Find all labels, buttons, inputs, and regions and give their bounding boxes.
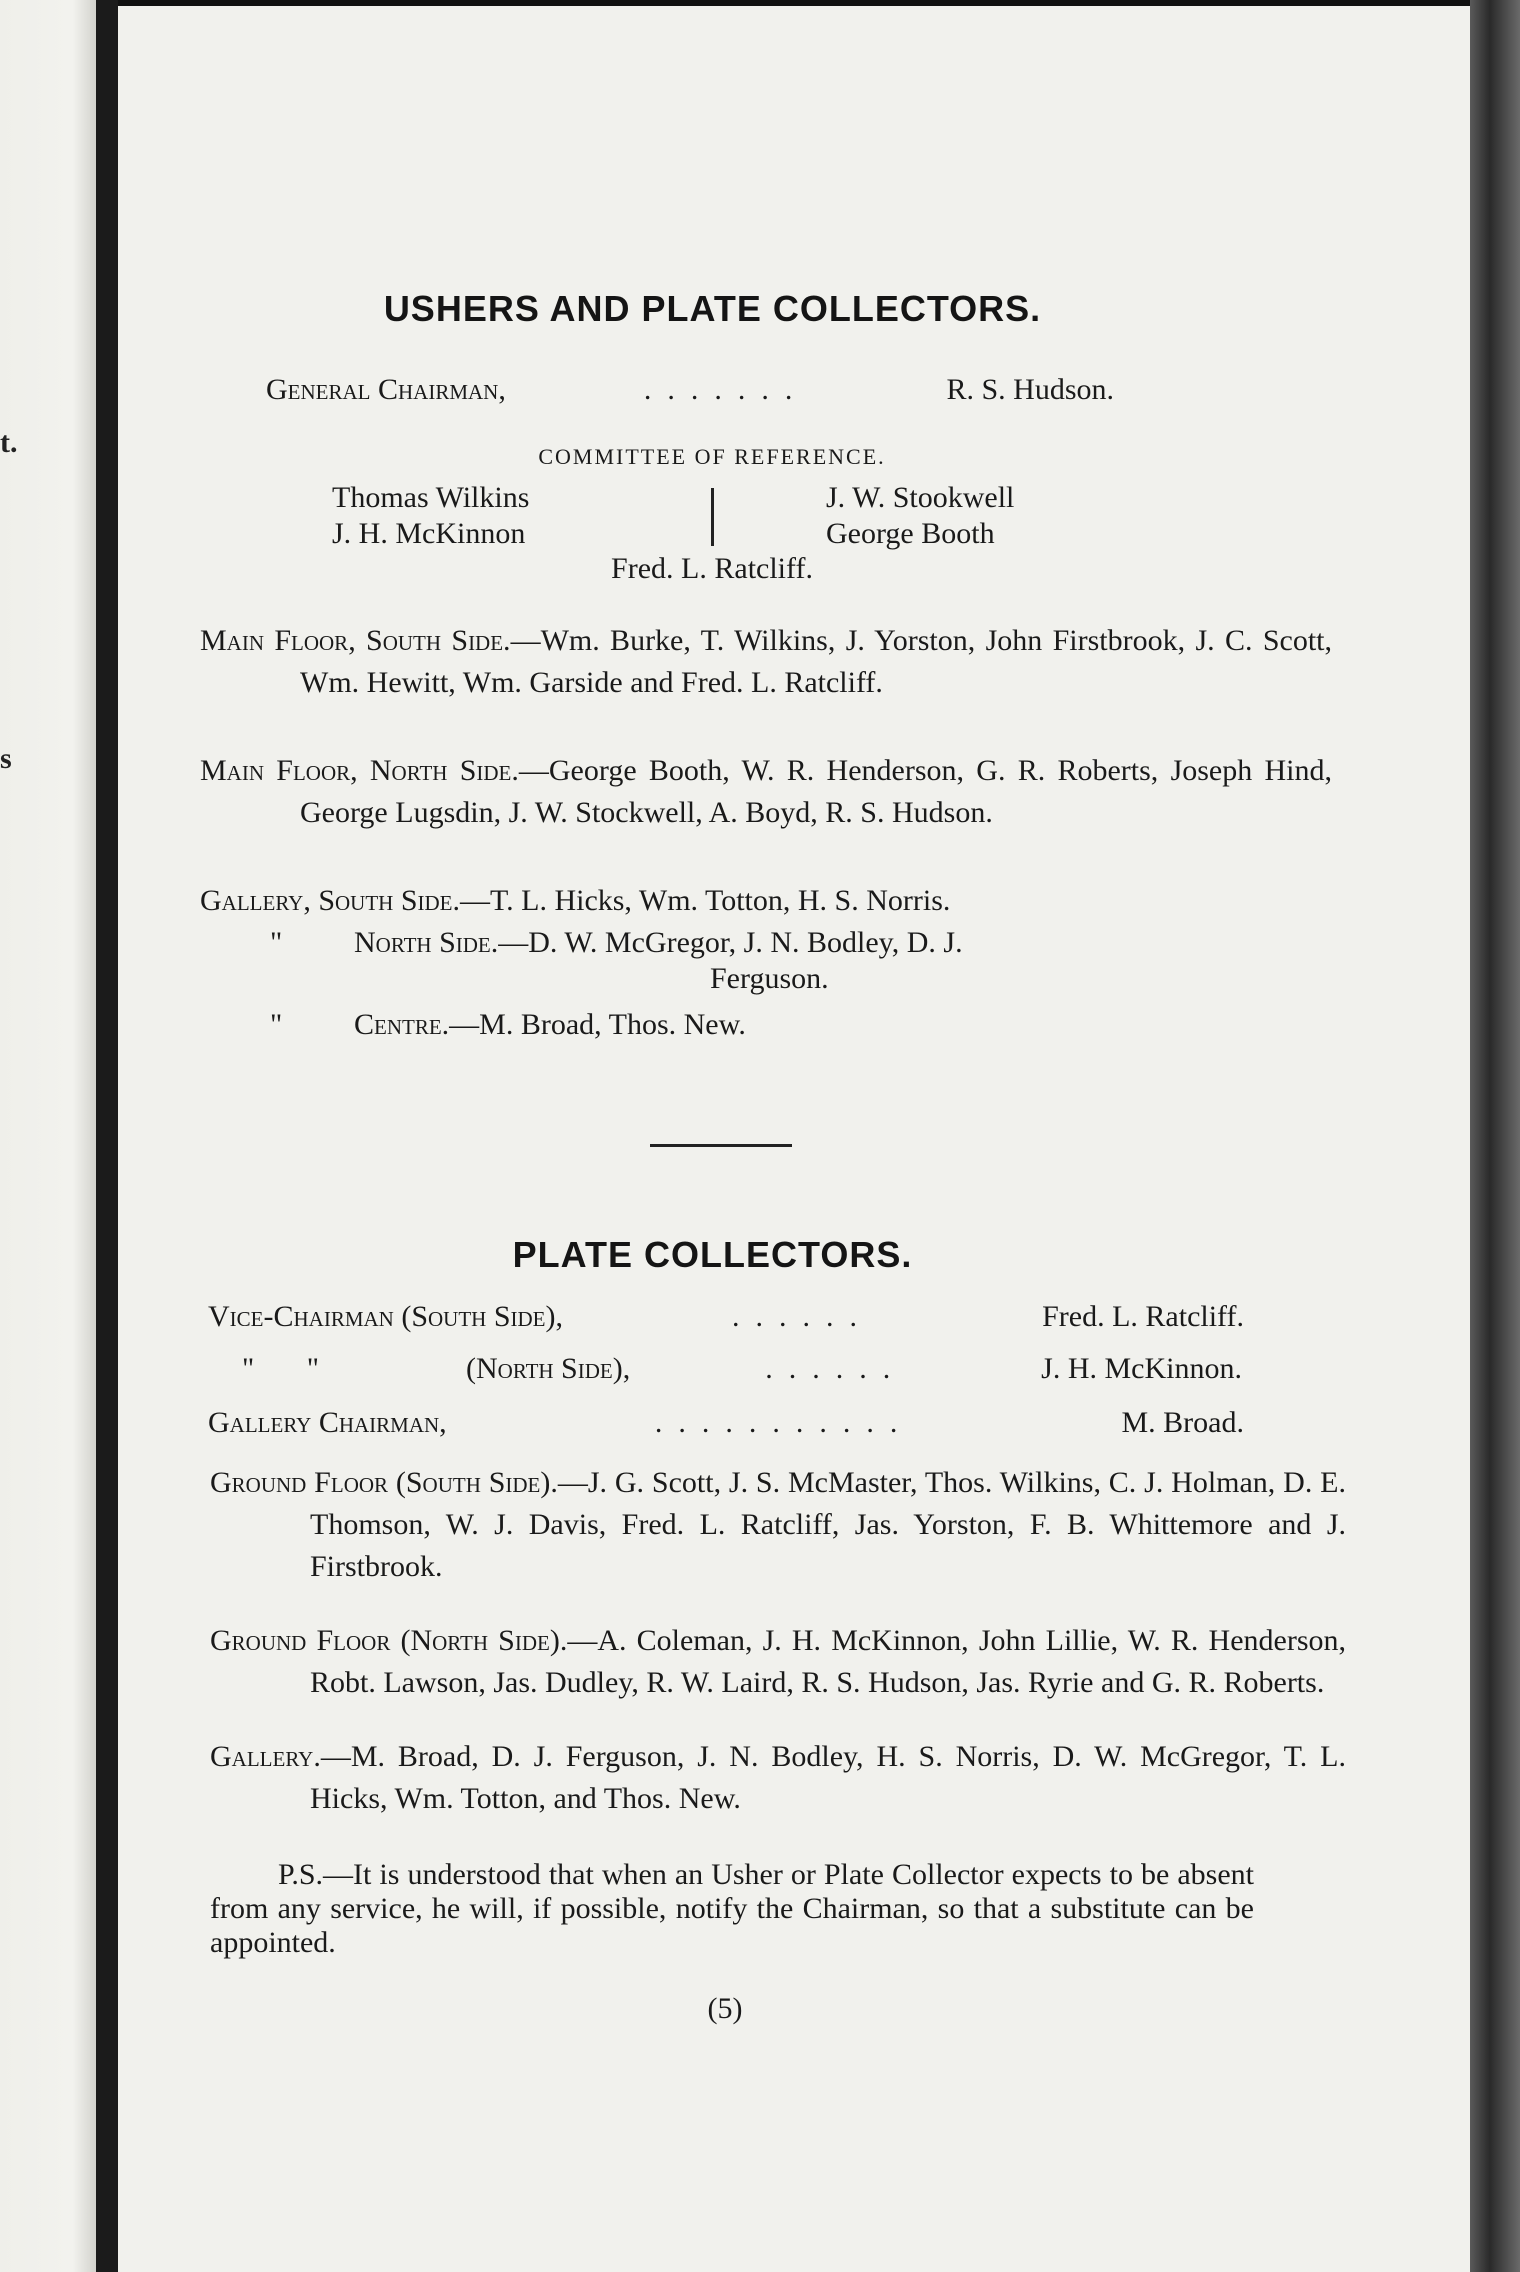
section-label: Ground Floor (North Side). [210,1624,568,1657]
committee-member: Thomas Wilkins [332,481,530,514]
section-label: Main Floor, North Side. [200,754,519,787]
facing-page-fragment: s [0,742,12,775]
names-list: —George Booth, W. R. Henderson, G. R. Roberts, Joseph Hind, George Lugsdin, J. W. Stockwell, A. Boyd, R. S. Hudson. [300,754,1333,829]
postscript-text: —It is understood that when an Usher or Plate Collector expects to be absent from any service, he will, if possible, notify the Chairman, so that a substitute can be appointed. [210,1858,1254,1959]
vice-chairman-south-row [208,1300,1244,1334]
leader-dots: ....... [643,373,809,406]
general-chairman-row [266,373,1114,407]
committee-left-column [332,480,529,552]
vice-chairman-north-label: (North Side), [466,1352,631,1385]
general-chairman-name: R. S. Hudson. [946,373,1114,406]
facing-page-edge [0,0,104,2272]
ditto-mark: " [270,1008,283,1041]
section-divider [650,1144,792,1147]
committee-heading: COMMITTEE OF REFERENCE. [538,444,886,469]
section-label: Gallery, South Side. [200,884,461,917]
gallery-chairman-label: Gallery Chairman, [208,1406,447,1439]
names-list: —M. Broad, D. J. Ferguson, J. N. Bodley, H. S. Norris, D. W. McGregor, T. L. Hicks, Wm. Totton, and Thos. New. [310,1740,1346,1815]
ground-floor-south [210,1462,1346,1588]
section-label: Centre. [354,1008,450,1041]
vice-chairman-north-name: J. H. McKinnon. [1041,1352,1242,1385]
gallery-north-continued: Ferguson. [710,962,829,995]
general-chairman-label: General Chairman, [266,373,506,406]
gallery-chairman-name: M. Broad. [1121,1406,1244,1439]
names-list: —J. G. Scott, J. S. McMaster, Thos. Wilkins, C. J. Holman, D. E. Thomson, W. J. Davis, Fred. L. Ratcliff, Jas. Yorston, F. B. Whittemore and J. Firstbrook. [310,1466,1346,1583]
ditto-mark: " " [242,1352,319,1385]
section-label: Ground Floor (South Side). [210,1466,558,1499]
gallery-north [270,922,1240,964]
names-list: —Wm. Burke, T. Wilkins, J. Yorston, John Firstbrook, J. C. Scott, Wm. Hewitt, Wm. Garside and Fred. L. Ratcliff. [300,624,1333,699]
section-label: North Side. [354,926,499,959]
committee-right-column [826,480,1014,552]
vice-chairman-north-row [242,1352,1242,1386]
names-list: —T. L. Hicks, Wm. Totton, H. S. Norris. [460,884,951,917]
postscript [210,1858,1254,1960]
facing-page-fragment: t. [0,426,18,459]
vice-chairman-name: Fred. L. Ratcliff. [1042,1300,1244,1333]
ushers-title: USHERS AND PLATE COLLECTORS. [383,288,1042,329]
names-list: —A. Coleman, J. H. McKinnon, John Lillie, W. R. Henderson, Robt. Lawson, Jas. Dudley, R. W. Laird, R. S. Hudson, Jas. Ryrie and G. R. Roberts. [310,1624,1347,1699]
section-label: Main Floor, South Side. [200,624,511,657]
leader-dots: ........... [654,1406,914,1439]
gallery-chairman-row [208,1406,1244,1440]
postscript-label: P.S. [278,1858,324,1891]
committee-divider [711,488,714,546]
plate-collectors-title: PLATE COLLECTORS. [512,1234,913,1275]
page-number: (5) [707,1992,743,2025]
ditto-mark: " [270,926,283,959]
names-list: —M. Broad, Thos. New. [449,1008,746,1041]
main-floor-south [200,620,1332,704]
leader-dots: ...... [765,1352,907,1385]
section-label: Gallery. [210,1740,321,1773]
leader-dots: ...... [732,1300,874,1333]
ground-floor-north [210,1620,1346,1704]
committee-member-bottom: Fred. L. Ratcliff. [611,552,813,585]
names-list: —D. W. McGregor, J. N. Bodley, D. J. [498,926,963,959]
book-gutter [96,0,118,2272]
committee-member: J. H. McKinnon [332,517,526,550]
committee-member: George Booth [826,517,995,550]
committee-member: J. W. Stookwell [826,481,1015,514]
gallery-centre [270,1004,746,1046]
gallery-south [200,880,1332,922]
vice-chairman-label: Vice-Chairman (South Side), [208,1300,563,1333]
main-floor-north [200,750,1332,834]
gallery-collectors [210,1736,1346,1820]
book-cover-edge [1470,0,1520,2272]
